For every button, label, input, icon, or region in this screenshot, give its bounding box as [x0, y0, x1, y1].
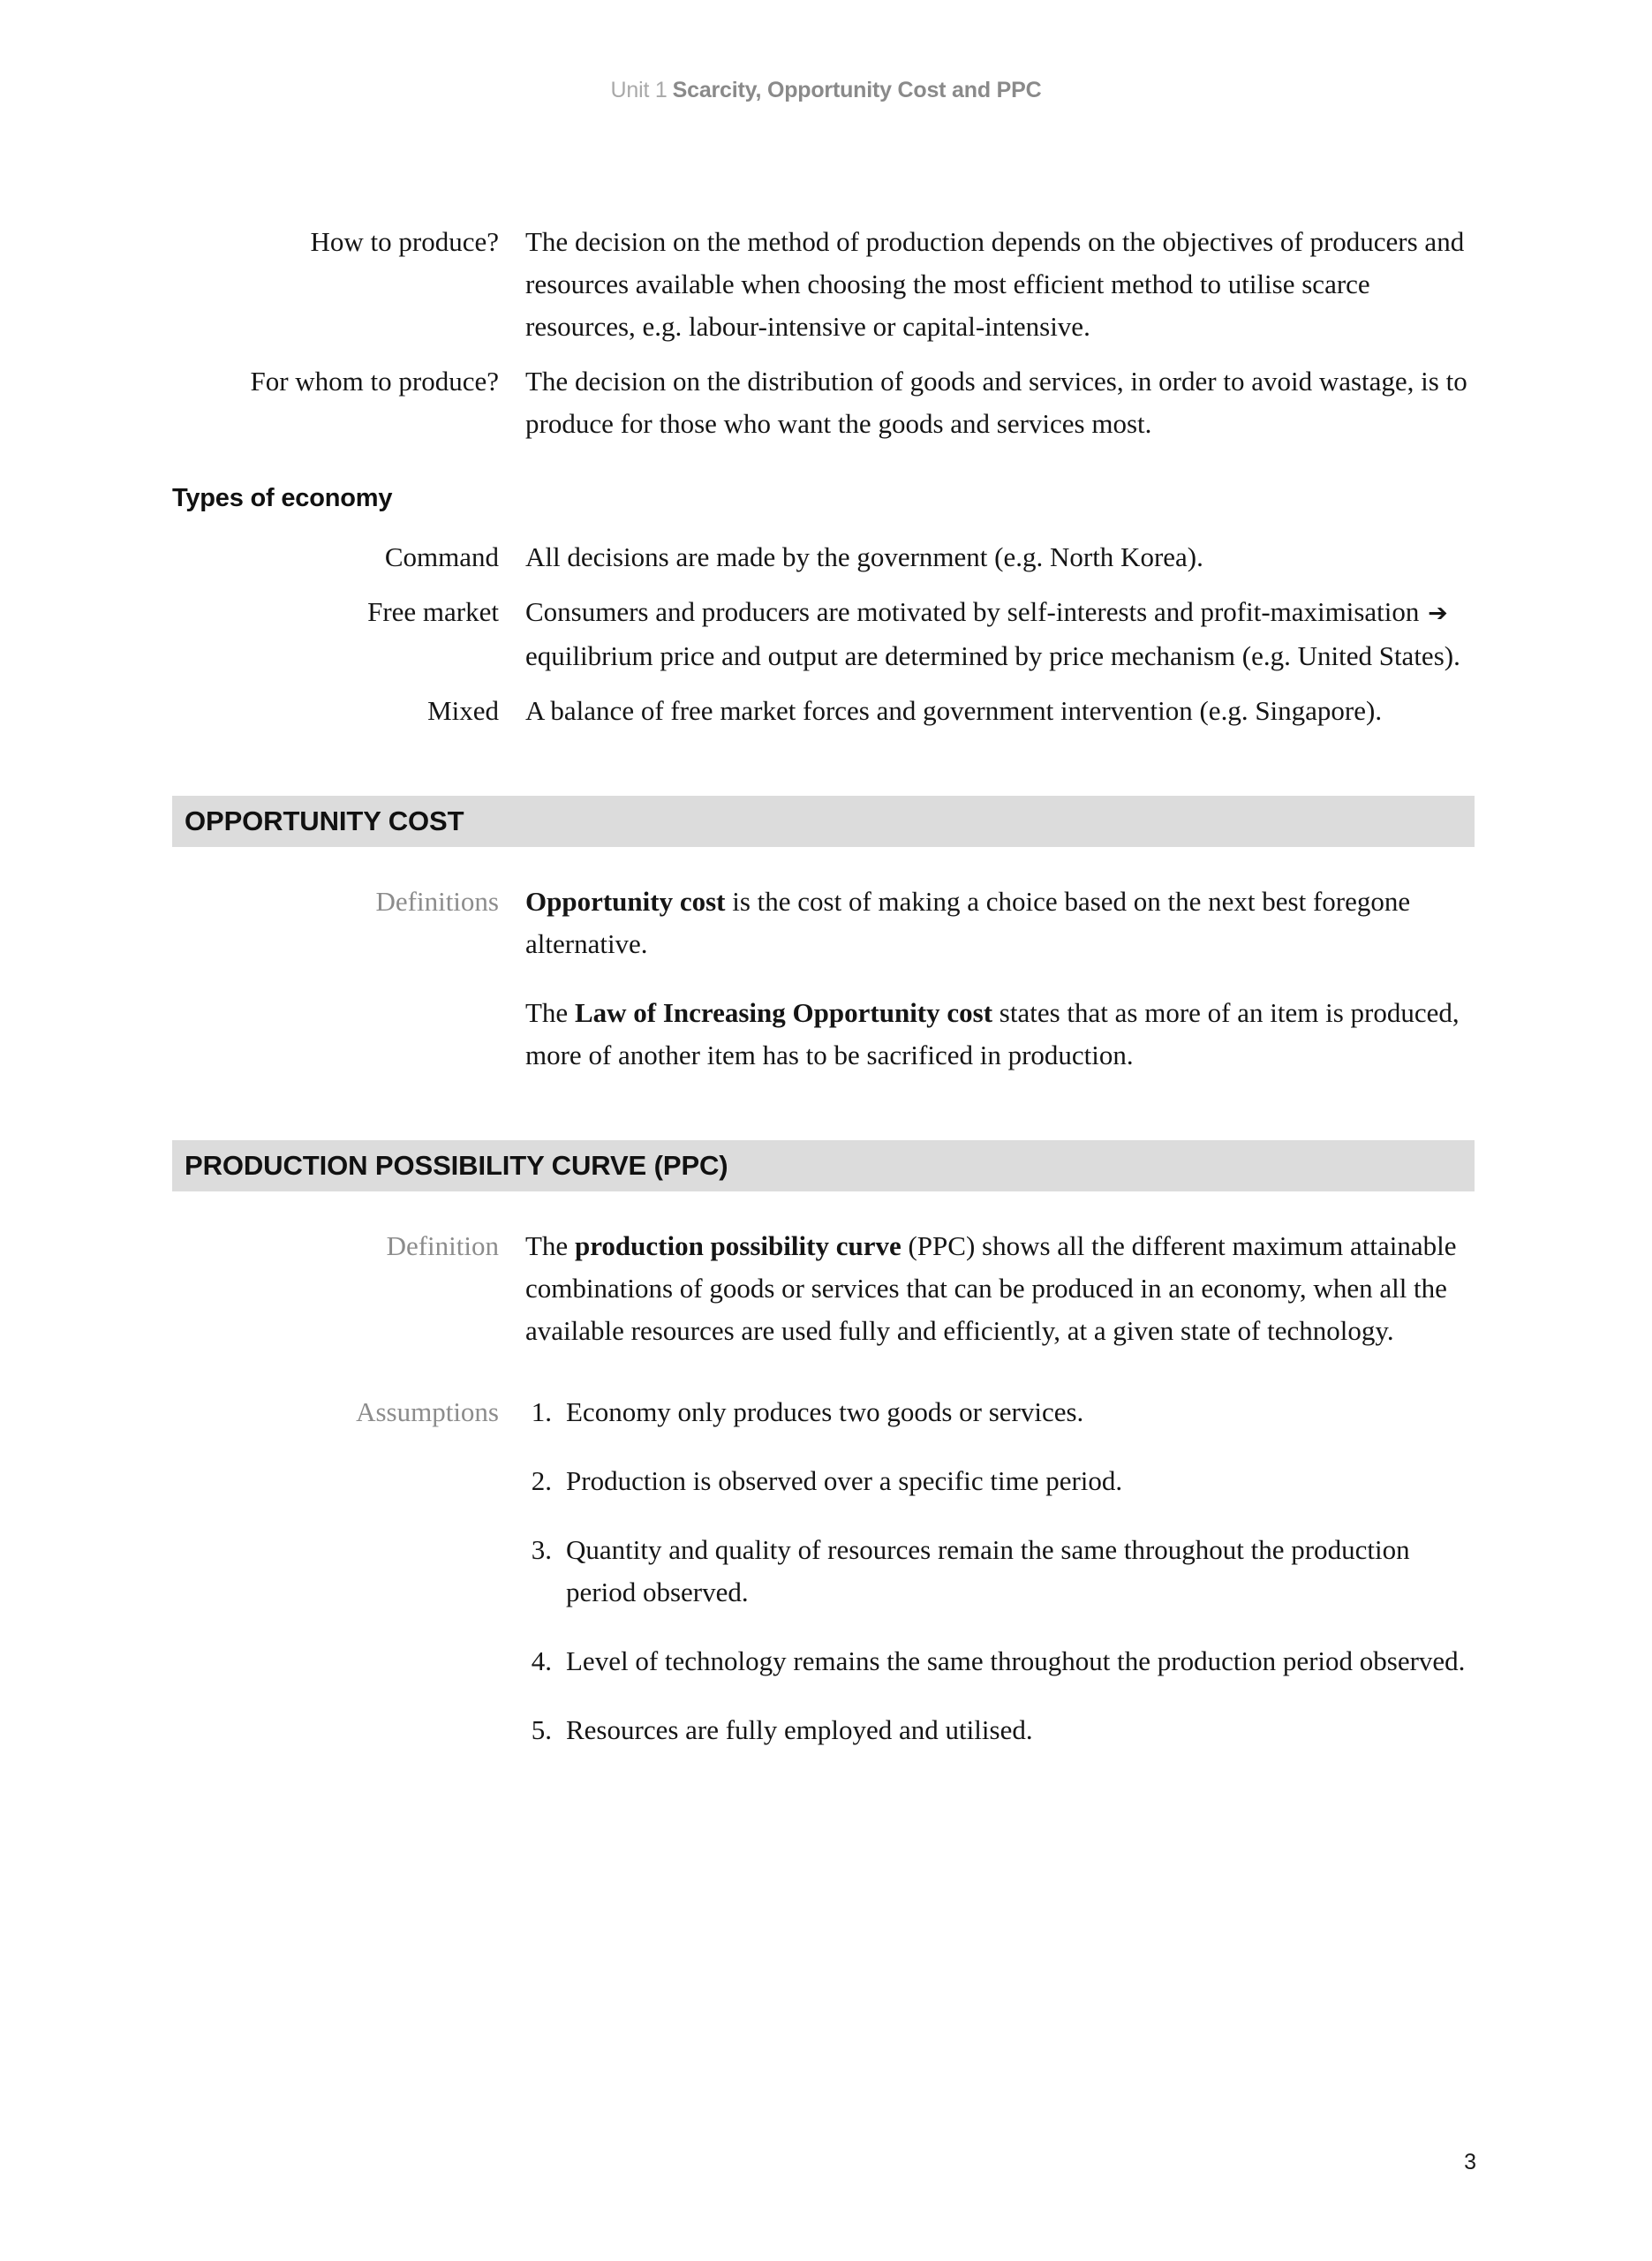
row-body-opportunity-cost — [525, 881, 1475, 1077]
list-item-text: Resources are fully employed and utilised. — [566, 1714, 1033, 1745]
definition-row-opportunity-cost — [172, 881, 1475, 1077]
definition-row-assumptions — [172, 1391, 1475, 1751]
row-body-assumptions — [525, 1391, 1475, 1751]
row-label-command: Command — [384, 541, 499, 572]
page-number: 3 — [1464, 2150, 1476, 2174]
list-item-number: 2. — [531, 1465, 552, 1496]
list-item-text: Economy only produces two goods or services. — [566, 1396, 1084, 1427]
list-item-number: 3. — [531, 1534, 552, 1565]
row-label-assumptions: Assumptions — [356, 1396, 499, 1427]
running-header — [0, 78, 1652, 103]
row-body-how-to-produce: The decision on the method of production depends on the objectives of producers and resources available when choosing the most efficient method to utilise scarce resources, e.g. labour-intensive or capital-intensive. — [525, 226, 1465, 342]
header-unit-title: Scarcity, Opportunity Cost and PPC — [672, 78, 1042, 102]
section-title-ppc: PRODUCTION POSSIBILITY CURVE (PPC) — [185, 1150, 728, 1181]
header-unit-label: Unit 1 — [610, 78, 668, 102]
section-title-opportunity-cost: OPPORTUNITY COST — [185, 805, 464, 836]
section-bar-ppc — [172, 1140, 1475, 1191]
right-arrow-icon: ➔ — [1428, 600, 1448, 627]
opportunity-cost-bold-term: Opportunity cost — [525, 886, 726, 917]
opportunity-cost-paragraph-2-lead: The — [525, 997, 575, 1028]
economy-row-mixed — [172, 690, 1475, 732]
opportunity-cost-paragraph-1-rest: is the cost of making a choice based on the next best foregone alternative. — [525, 886, 1411, 959]
row-label-definitions: Definitions — [375, 886, 499, 917]
definition-row-ppc — [172, 1225, 1475, 1352]
assumptions-list — [525, 1391, 1475, 1751]
definition-row-for-whom-to-produce — [172, 360, 1475, 445]
row-label-mixed: Mixed — [427, 695, 499, 726]
ppc-bold-term: production possibility curve — [574, 1230, 901, 1261]
row-body-command: All decisions are made by the government (e.g. North Korea). — [525, 541, 1203, 572]
free-market-text-after-arrow: equilibrium price and output are determined by price mechanism (e.g. United States). — [525, 640, 1460, 671]
row-label-free-market: Free market — [367, 596, 499, 627]
list-item — [525, 1460, 1475, 1502]
opportunity-cost-paragraph-2-rest: states that as more of an item is produced, more of another item has to be sacrificed in production. — [525, 997, 1460, 1070]
list-item — [525, 1640, 1475, 1683]
list-item — [525, 1709, 1475, 1751]
row-label-for-whom-to-produce: For whom to produce? — [250, 366, 499, 397]
section-bar-opportunity-cost — [172, 796, 1475, 847]
list-item — [525, 1529, 1475, 1614]
free-market-text-before-arrow: Consumers and producers are motivated by self-interests and profit-maximisation — [525, 596, 1427, 627]
list-item-number: 5. — [531, 1714, 552, 1745]
row-label-how-to-produce: How to produce? — [310, 226, 499, 257]
ppc-definition-rest: (PPC) shows all the different maximum attainable combinations of goods or services that can be produced in an economy, when all the available resources are used fully and efficiently, at a given state of technology. — [525, 1230, 1457, 1346]
row-body-mixed: A balance of free market forces and government intervention (e.g. Singapore). — [525, 695, 1383, 726]
opportunity-cost-paragraph-1 — [525, 881, 1475, 965]
law-increasing-opportunity-cost-bold-term: Law of Increasing Opportunity cost — [574, 997, 993, 1028]
economy-row-free-market — [172, 591, 1475, 677]
list-item-number: 4. — [531, 1645, 552, 1676]
list-item — [525, 1391, 1475, 1433]
economy-row-command — [172, 536, 1475, 578]
opportunity-cost-paragraph-2 — [525, 992, 1475, 1077]
ppc-definition-lead: The — [525, 1230, 575, 1261]
row-label-definition: Definition — [386, 1230, 499, 1261]
spacer — [172, 1365, 1475, 1391]
list-item-text: Production is observed over a specific time period. — [566, 1465, 1123, 1496]
list-item-number: 1. — [531, 1396, 552, 1427]
list-item-text: Level of technology remains the same throughout the production period observed. — [566, 1645, 1466, 1676]
list-item-text: Quantity and quality of resources remain the same throughout the production period observed. — [566, 1534, 1410, 1607]
row-body-ppc-definition — [525, 1225, 1475, 1352]
row-body-free-market — [525, 591, 1475, 677]
definition-row-how-to-produce — [172, 221, 1475, 348]
subheading-types-of-economy: Types of economy — [172, 484, 393, 512]
page-content — [172, 221, 1475, 1764]
row-body-for-whom-to-produce: The decision on the distribution of goods and services, in order to avoid wastage, is to produce for those who want the goods and services most. — [525, 366, 1467, 439]
